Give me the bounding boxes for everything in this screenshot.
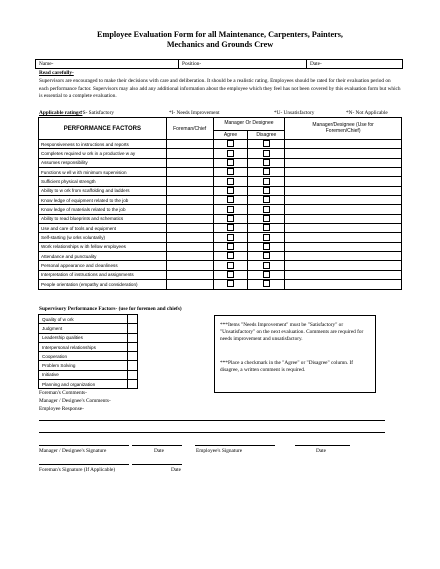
foreman-rating-cell[interactable] [166, 168, 213, 177]
supervisory-factor-label: Interpersonal relationships [39, 342, 128, 351]
date-label: Date [154, 448, 164, 454]
notes-checkmark: ***Place a checkmark in the "Agree" or "Disagree" column. If disagree, a written comment is required. [220, 360, 354, 373]
agree-checkbox[interactable] [227, 196, 234, 203]
disagree-header: Disagree [248, 131, 285, 140]
supervisory-row [39, 324, 138, 333]
foreman-rating-cell[interactable] [166, 224, 213, 233]
manager-rating-cell[interactable] [285, 214, 402, 223]
factor-label: Interpretation of instructions and assignments [39, 270, 167, 279]
disagree-checkbox-cell [248, 224, 285, 233]
agree-checkbox[interactable] [227, 178, 234, 185]
foreman-rating-cell[interactable] [166, 158, 213, 167]
table-row [39, 177, 402, 186]
employee-signature-label: Employee's Signature [196, 448, 243, 454]
factor-label: Know ledge of equipment related to the job [39, 196, 167, 205]
disagree-checkbox-cell [248, 214, 285, 223]
table-row [39, 186, 402, 195]
manager-rating-cell[interactable] [285, 158, 402, 167]
agree-checkbox[interactable] [227, 280, 234, 287]
disagree-checkbox-cell [248, 261, 285, 270]
foreman-rating-cell[interactable] [166, 214, 213, 223]
disagree-checkbox-cell [248, 205, 285, 214]
rating-unsatisfactory: *U- Unsatisfactory [274, 110, 315, 116]
foreman-rating-cell[interactable] [166, 233, 213, 242]
table-row [39, 280, 402, 289]
supervisory-rating-cell[interactable] [128, 342, 138, 351]
disagree-checkbox[interactable] [263, 178, 270, 185]
supervisory-factor-label: Leadership qualities [39, 333, 128, 342]
agree-checkbox[interactable] [227, 271, 234, 278]
header-fields [35, 59, 403, 69]
foreman-rating-cell[interactable] [166, 242, 213, 251]
agree-checkbox-cell [213, 177, 248, 186]
use-header: Manager/Designee (Use for Foremen/Chief) [285, 118, 402, 140]
rating-satisfactory: *S- Satisfactory [80, 110, 114, 116]
disagree-checkbox-cell [248, 233, 285, 242]
disagree-checkbox[interactable] [263, 262, 270, 269]
factor-label: People orientation (empathy and consideration) [39, 280, 167, 289]
agree-checkbox[interactable] [227, 206, 234, 213]
supervisory-row [39, 315, 138, 324]
disagree-checkbox[interactable] [263, 150, 270, 157]
disagree-checkbox-cell [248, 186, 285, 195]
date-line[interactable] [132, 445, 182, 446]
supervisory-row [39, 380, 138, 389]
foreman-comments-label: Foreman's Comments- [39, 390, 87, 396]
comment-line[interactable] [39, 420, 385, 421]
agree-checkbox-cell [213, 158, 248, 167]
factor-label: Know ledge of materials related to the job [39, 205, 167, 214]
supervisory-factor-label: Initiative [39, 370, 128, 379]
name-field-label: Name- [39, 61, 54, 67]
disagree-checkbox-cell [248, 252, 285, 261]
rating-needs-improvement: *I- Needs Improvement [169, 110, 220, 116]
table-row [39, 261, 402, 270]
disagree-checkbox[interactable] [263, 271, 270, 278]
table-row [39, 270, 402, 279]
table-row [39, 242, 402, 251]
supervisory-rating-cell[interactable] [128, 361, 138, 370]
agree-checkbox[interactable] [227, 168, 234, 175]
table-row [39, 140, 402, 149]
supervisory-factor-label: Cooperation [39, 352, 128, 361]
agree-checkbox-cell [213, 196, 248, 205]
foreman-rating-cell[interactable] [166, 205, 213, 214]
agree-checkbox-cell [213, 233, 248, 242]
foreman-signature-line[interactable] [39, 464, 129, 465]
read-carefully-heading: Read carefully- [39, 70, 74, 76]
manager-rating-cell[interactable] [285, 177, 402, 186]
agree-checkbox-cell [213, 224, 248, 233]
supervisory-row [39, 361, 138, 370]
manager-rating-cell[interactable] [285, 252, 402, 261]
table-row [39, 252, 402, 261]
disagree-checkbox-cell [248, 242, 285, 251]
agree-checkbox[interactable] [227, 150, 234, 157]
table-row [39, 168, 402, 177]
disagree-checkbox-cell [248, 270, 285, 279]
agree-checkbox[interactable] [227, 243, 234, 250]
disagree-checkbox[interactable] [263, 280, 270, 287]
agree-checkbox-cell [213, 168, 248, 177]
agree-checkbox[interactable] [227, 224, 234, 231]
disagree-checkbox[interactable] [263, 252, 270, 259]
agree-checkbox[interactable] [227, 252, 234, 259]
agree-checkbox[interactable] [227, 234, 234, 241]
disagree-checkbox-cell [248, 196, 285, 205]
ratings-row [39, 110, 404, 116]
foreman-rating-cell[interactable] [166, 280, 213, 289]
agree-checkbox-cell [213, 149, 248, 158]
manager-rating-cell[interactable] [285, 224, 402, 233]
foreman-rating-cell[interactable] [166, 140, 213, 149]
foreman-rating-cell[interactable] [166, 252, 213, 261]
divider [306, 60, 307, 68]
supervisory-rating-cell[interactable] [128, 333, 138, 342]
agree-checkbox[interactable] [227, 140, 234, 147]
table-row [39, 196, 402, 205]
supervisory-rating-cell[interactable] [128, 324, 138, 333]
factor-label: Personal appearance and cleanliness [39, 261, 167, 270]
factor-label: Use and care of tools and equipment [39, 224, 167, 233]
date-label: Date [316, 448, 326, 454]
factor-label: Ability to w ork from scaffolding and ladders [39, 186, 167, 195]
agree-checkbox-cell [213, 252, 248, 261]
foreman-header: Foreman/Chief [166, 118, 213, 140]
disagree-checkbox-cell [248, 140, 285, 149]
disagree-checkbox-cell [248, 177, 285, 186]
manager-rating-cell[interactable] [285, 280, 402, 289]
factor-label: Responsiveness to instructions and reports [39, 140, 167, 149]
table-row [39, 214, 402, 223]
foreman-signature-label: Foreman's Signature (If Applicable) [39, 467, 116, 473]
manager-rating-cell[interactable] [285, 168, 402, 177]
disagree-checkbox[interactable] [263, 206, 270, 213]
supervisory-rating-cell[interactable] [128, 370, 138, 379]
disagree-checkbox[interactable] [263, 234, 270, 241]
supervisory-row [39, 333, 138, 342]
table-row [39, 224, 402, 233]
manager-signature-line[interactable] [39, 445, 129, 446]
date-field-label: Date- [310, 61, 322, 67]
supervisory-factor-label: Planning and organization [39, 380, 128, 389]
agree-checkbox-cell [213, 270, 248, 279]
agree-checkbox-cell [213, 205, 248, 214]
ratings-label: Applicable ratings: [39, 110, 83, 116]
factor-label: Attendance and punctuality [39, 252, 167, 261]
table-row [39, 205, 402, 214]
disagree-checkbox[interactable] [263, 140, 270, 147]
disagree-checkbox[interactable] [263, 243, 270, 250]
supervisory-row [39, 370, 138, 379]
performance-table [38, 117, 402, 290]
manager-rating-cell[interactable] [285, 233, 402, 242]
supervisory-row [39, 342, 138, 351]
form-title-line2: Mechanics and Grounds Crew [166, 40, 274, 49]
supervisory-rating-cell[interactable] [128, 315, 138, 324]
manager-rating-cell[interactable] [285, 196, 402, 205]
manager-rating-cell[interactable] [285, 261, 402, 270]
disagree-checkbox-cell [248, 158, 285, 167]
factor-label: Ability to read blueprints and schematics [39, 214, 167, 223]
disagree-checkbox[interactable] [263, 215, 270, 222]
supervisory-factor-label: Quality of w ork [39, 315, 128, 324]
foreman-rating-cell[interactable] [166, 177, 213, 186]
manager-rating-cell[interactable] [285, 270, 402, 279]
disagree-checkbox-cell [248, 149, 285, 158]
factor-label: Sufficient physical strength [39, 177, 167, 186]
agree-header: Agree [213, 131, 248, 140]
factor-label: Self-starting (w orks voluntarily) [39, 233, 167, 242]
manager-comments-label: Manager / Designee's Comments- [39, 398, 111, 404]
disagree-checkbox-cell [248, 168, 285, 177]
disagree-checkbox[interactable] [263, 168, 270, 175]
divider [178, 60, 179, 68]
date-line[interactable] [295, 445, 350, 446]
agree-checkbox-cell [213, 140, 248, 149]
table-row [39, 149, 402, 158]
agree-checkbox[interactable] [227, 215, 234, 222]
foreman-rating-cell[interactable] [166, 196, 213, 205]
manager-rating-cell[interactable] [285, 186, 402, 195]
date-line[interactable] [132, 464, 182, 465]
position-field-label: Position- [182, 61, 202, 67]
factors-header: PERFORMANCE FACTORS [39, 118, 167, 140]
rating-not-applicable: *N- Not Applicable [346, 110, 388, 116]
foreman-rating-cell[interactable] [166, 186, 213, 195]
agree-checkbox[interactable] [227, 187, 234, 194]
employee-signature-line[interactable] [195, 445, 275, 446]
employee-response-label: Employee Response- [39, 406, 84, 412]
manager-rating-cell[interactable] [285, 149, 402, 158]
agree-checkbox-cell [213, 280, 248, 289]
supervisory-table [38, 314, 138, 389]
factor-label: Completes required w ork in a productive w ay [39, 149, 167, 158]
manager-header: Manager Or Designee [213, 118, 285, 131]
foreman-rating-cell[interactable] [166, 261, 213, 270]
supervisory-row [39, 352, 138, 361]
notes-box [214, 315, 376, 393]
factor-label: Functions w ell w ith minimum supervision [39, 168, 167, 177]
instructions-text: Supervisors are encouraged to make their decisions with care and deliberation. It should be a realistic rating. Employees should be rated for their evaluation period on each performance factor. Supervisors may also add any additional information about the employee which they feel has not been covered by this evaluation form but which is essential to a complete evaluation. [39, 78, 401, 100]
notes-improvement: ***Items "Needs Improvement" must be "Satisfactory" or "Unsatisfactory" on the next evaluation. Comments are required for needs improvement and unsatisfactory. [220, 322, 364, 342]
date-label: Date [171, 467, 181, 473]
supervisory-rating-cell[interactable] [128, 352, 138, 361]
table-row [39, 158, 402, 167]
supervisory-factor-label: Judgment [39, 324, 128, 333]
supervisory-heading: Supervisory Performance Factors- (use for foremen and chiefs) [39, 306, 182, 312]
manager-signature-label: Manager / Designee's Signature [39, 448, 107, 454]
agree-checkbox-cell [213, 186, 248, 195]
disagree-checkbox[interactable] [263, 159, 270, 166]
agree-checkbox-cell [213, 214, 248, 223]
disagree-checkbox[interactable] [263, 187, 270, 194]
comment-line[interactable] [39, 432, 385, 433]
supervisory-factor-label: Problem Solving [39, 361, 128, 370]
disagree-checkbox[interactable] [263, 196, 270, 203]
disagree-checkbox[interactable] [263, 224, 270, 231]
manager-rating-cell[interactable] [285, 242, 402, 251]
agree-checkbox[interactable] [227, 159, 234, 166]
form-title-line1: Employee Evaluation Form for all Maintenance, Carpenters, Painters, [97, 30, 343, 39]
factor-label: Assumes responsibility [39, 158, 167, 167]
disagree-checkbox-cell [248, 280, 285, 289]
supervisory-rating-cell[interactable] [128, 380, 138, 389]
table-row [39, 233, 402, 242]
manager-rating-cell[interactable] [285, 205, 402, 214]
foreman-rating-cell[interactable] [166, 270, 213, 279]
agree-checkbox-cell [213, 261, 248, 270]
agree-checkbox[interactable] [227, 262, 234, 269]
manager-rating-cell[interactable] [285, 140, 402, 149]
agree-checkbox-cell [213, 242, 248, 251]
factor-label: Work relationships w ith fellow employees [39, 242, 167, 251]
foreman-rating-cell[interactable] [166, 149, 213, 158]
